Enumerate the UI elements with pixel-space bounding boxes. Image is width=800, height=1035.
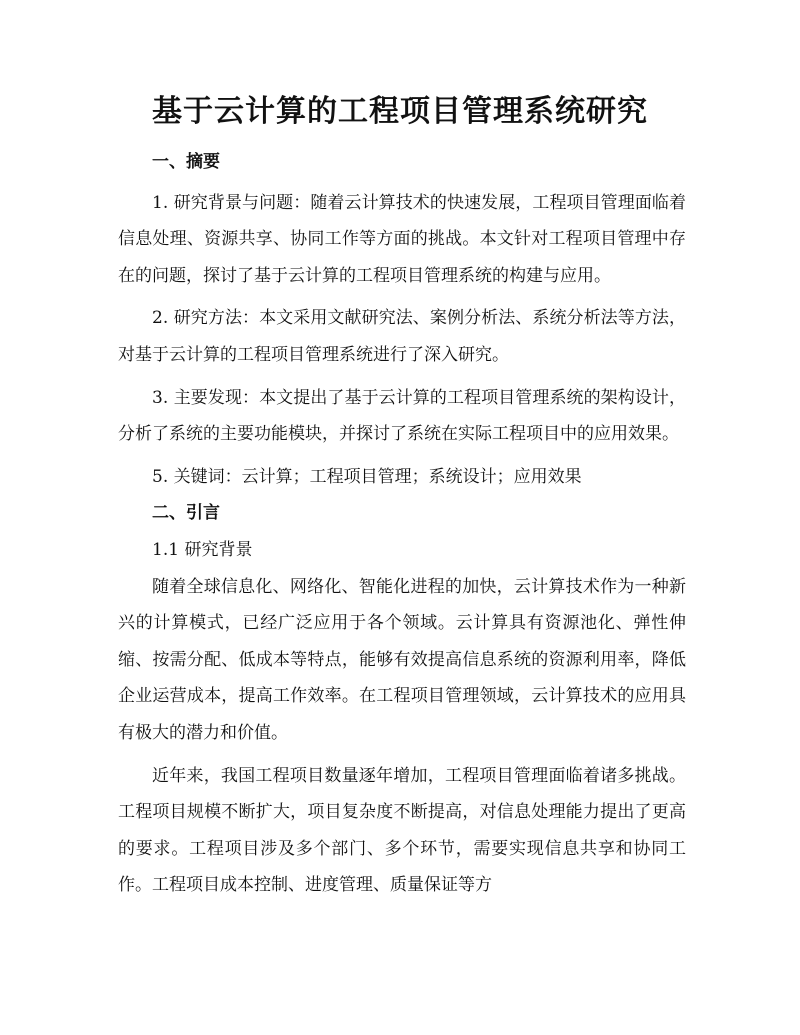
document-title: 基于云计算的工程项目管理系统研究 xyxy=(152,94,648,129)
abstract-item-methods: 2. 研究方法：本文采用文献研究法、案例分析法、系统分析法等方法，对基于云计算的工程项目管理系统进行了深入研究。 xyxy=(118,308,686,365)
body-paragraph: 随着全球信息化、网络化、智能化进程的加快，云计算技术作为一种新兴的计算模式，已经广泛应用于各个领域。云计算具有资源池化、弹性伸缩、按需分配、低成本等特点，能够有效提高信息系统的资源利用率，降低企业运营成本，提高工作效率。在工程项目管理领域，云计算技术的应用具有极大的潜力和价值。 xyxy=(118,576,686,743)
body-paragraph: 近年来，我国工程项目数量逐年增加，工程项目管理面临着诸多挑战。工程项目规模不断扩大，项目复杂度不断提高，对信息处理能力提出了更高的要求。工程项目涉及多个部门、多个环节，需要实现信息共享和协同工作。工程项目成本控制、进度管理、质量保证等方 xyxy=(118,765,686,896)
abstract-item-findings: 3. 主要发现：本文提出了基于云计算的工程项目管理系统的架构设计，分析了系统的主要功能模块，并探讨了系统在实际工程项目中的应用效果。 xyxy=(118,387,686,445)
subsection-heading-background: 1.1 研究背景 xyxy=(152,539,253,560)
section-heading-introduction: 二、引言 xyxy=(152,503,220,524)
abstract-item-background: 1. 研究背景与问题：随着云计算技术的快速发展，工程项目管理面临着信息处理、资源共享、协同工作等方面的挑战。本文针对工程项目管理中存在的问题，探讨了基于云计算的工程项目管理系统的构建与应用。 xyxy=(118,192,686,286)
abstract-item-keywords: 5. 关键词：云计算；工程项目管理；系统设计；应用效果 xyxy=(152,466,582,487)
document-body xyxy=(118,144,686,904)
section-heading-abstract: 一、摘要 xyxy=(152,152,220,172)
